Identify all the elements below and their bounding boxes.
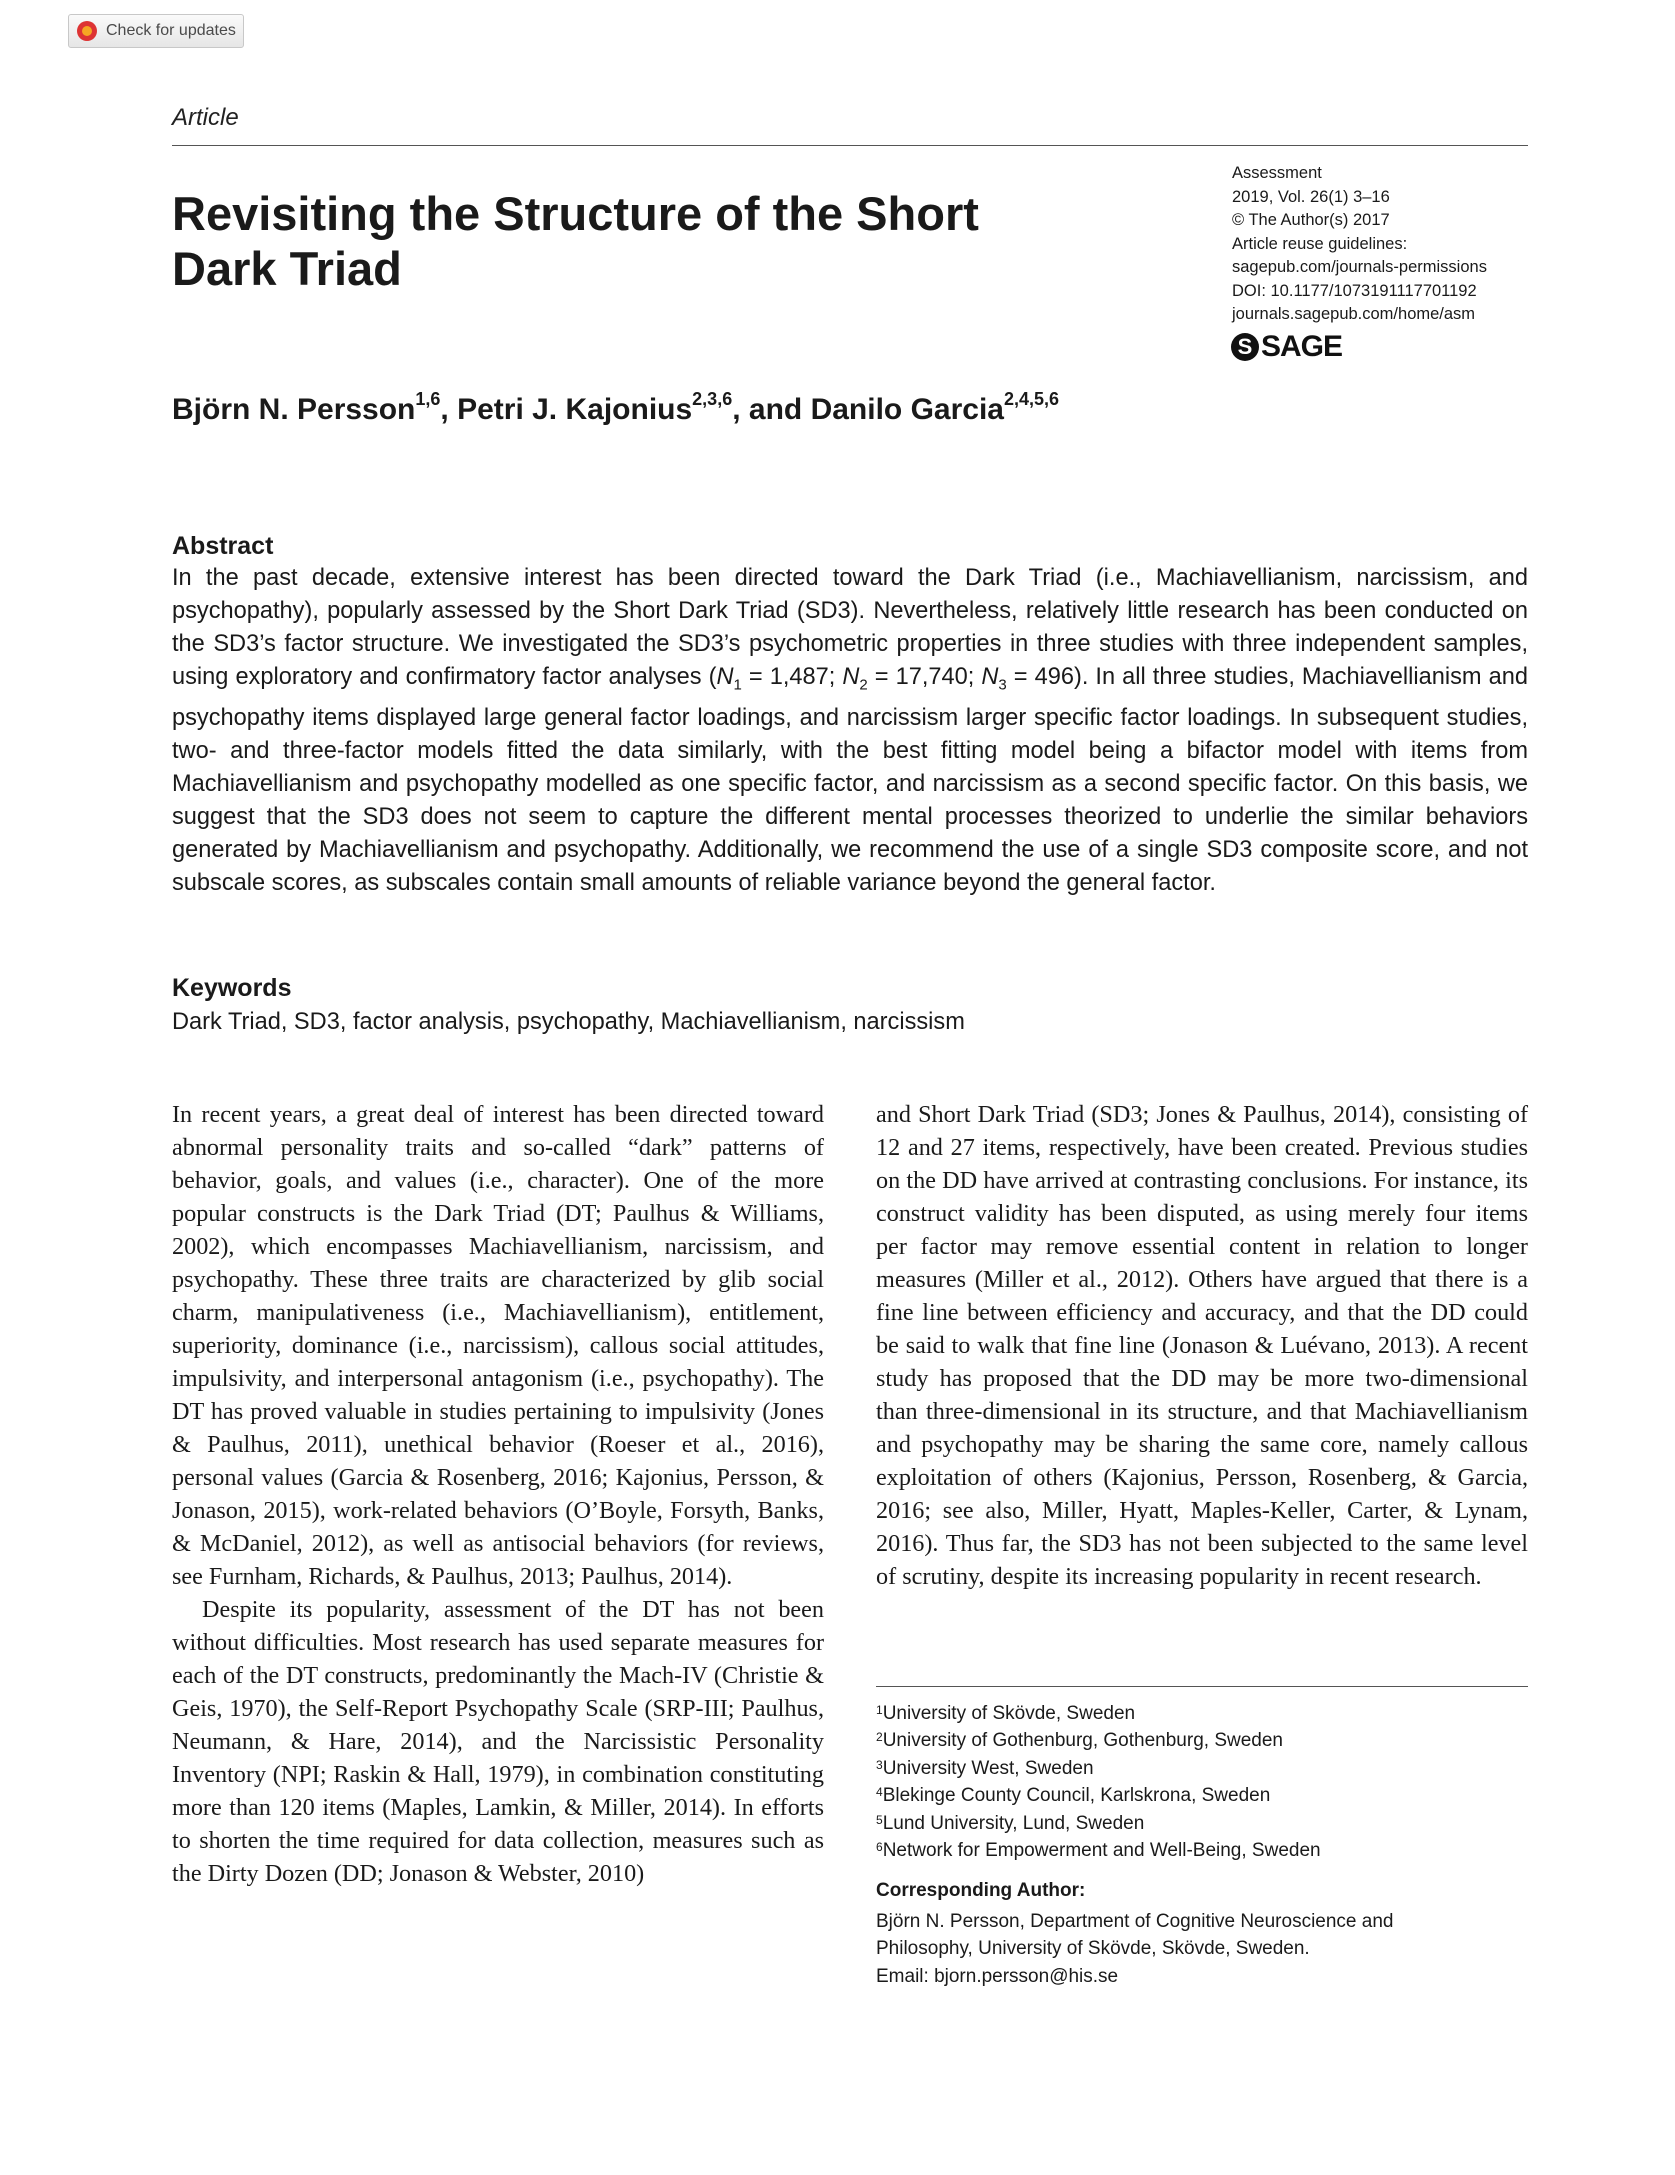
affiliation-text: Network for Empowerment and Well-Being, Sweden	[882, 1840, 1321, 1862]
article-type-label: Article	[172, 104, 239, 131]
sample-size-value: = 17,740;	[867, 664, 982, 690]
affiliation-number: 3	[876, 1757, 883, 1772]
journal-homepage-link[interactable]: journals.sagepub.com/home/asm	[1232, 305, 1476, 323]
author-name: Petri J. Kajonius	[457, 393, 693, 426]
affiliation-text: Lund University, Lund, Sweden	[882, 1812, 1145, 1834]
affiliation-item	[876, 1727, 1528, 1754]
body-paragraph: Despite its popularity, assessment of the DT has not been without difficulties. Most research has used separate measures for each of the DT constructs, predominantly the Mach-IV (Christie & Geis, 1970), the Self-Report Psychopathy Scale (SRP-III; Paulhus, Neumann, & Hare, 2014), and the Narcissistic Personality Inventory (NPI; Raskin & Hall, 1979), in combination constituting more than 120 items (Maples, Lamkin, & Miller, 2014). In efforts to shorten the time required for data collection, measures such as the Dirty Dozen (DD; Jonason & Webster, 2010)	[172, 1596, 824, 1887]
abstract-heading: Abstract	[172, 532, 274, 560]
affiliation-item	[876, 1755, 1528, 1782]
corresponding-author-details	[876, 1908, 1528, 1990]
affiliation-text: University West, Sweden	[882, 1757, 1094, 1779]
title-line-1: Revisiting the Structure of the Short	[172, 187, 979, 240]
affiliation-text: University of Skövde, Sweden	[882, 1703, 1136, 1724]
author-name: Björn N. Persson	[172, 393, 416, 426]
sample-size-value: = 496	[1006, 664, 1074, 690]
journal-meta	[1232, 162, 1532, 327]
sample-subscript: 1	[733, 676, 742, 694]
journal-volume: 2019, Vol. 26(1) 3–16	[1232, 187, 1390, 206]
body-column-right	[876, 1098, 1528, 1593]
author-list	[172, 389, 1060, 427]
reuse-guidelines-label: Article reuse guidelines:	[1232, 234, 1408, 253]
corresponding-author-line: Philosophy, University of Skövde, Skövde, Sweden.	[876, 1938, 1310, 1960]
affiliation-list	[876, 1700, 1528, 1864]
sample-n-letter: N	[842, 664, 860, 690]
sage-logo-mark: S	[1231, 333, 1259, 361]
affiliation-number: 6	[876, 1840, 883, 1855]
abstract-part-2: ). In all three studies, Machiavellianism and psychopathy items displayed large general factor loadings, and narcissism larger specific factor loadings. In subsequent studies, two- and three-factor models fitted the data similarly, with the best fitting model being a bifactor model with items from Machiavellianism and psychopathy modelled as one specific factor, and narcissism as a second specific factor. On this basis, we suggest that the SD3 does not seem to capture the different mental processes theorized to underlie the similar behaviors generated by Machiavellianism and psychopathy. Additionally, we recommend the use of a single SD3 composite score, and not subscale scores, as subscales contain small amounts of reliable variance beyond the general factor.	[172, 664, 1528, 896]
check-for-updates-label: Check for updates	[106, 22, 236, 39]
sage-logo-text: SAGE	[1261, 330, 1343, 363]
affiliation-number: 1	[876, 1703, 883, 1717]
author-affiliation-marks: 2,3,6	[692, 389, 733, 409]
keywords-text: Dark Triad, SD3, factor analysis, psychopathy, Machiavellianism, narcissism	[172, 1009, 965, 1035]
sample-n-letter: N	[981, 664, 999, 690]
sample-subscript: 2	[859, 676, 868, 694]
body-column-left	[172, 1098, 824, 1890]
body-paragraph: and Short Dark Triad (SD3; Jones & Paulhus, 2014), consisting of 12 and 27 items, respectively, have been created. Previous studies on the DD have arrived at contrasting conclusions. For instance, its construct validity has been disputed, as using merely four items per factor may remove essential content in relation to longer measures (Miller et al., 2012). Others have argued that there is a fine line between efficiency and accuracy, and that the DD could be said to walk that fine line (Jonason & Luévano, 2013). A recent study has proposed that the DD may be more two-dimensional than three-dimensional in its structure, and that Machiavellianism and psychopathy may be sharing the same core, namely callous exploitation of others (Kajonius, Persson, Rosenberg, & Garcia, 2016; see also, Miller, Hyatt, Maples-Keller, Carter, & Lynam, 2016). Thus far, the SD3 has not been subjected to the same level of scrutiny, despite its increasing popularity in recent research.	[876, 1101, 1528, 1590]
affiliation-number: 5	[876, 1812, 883, 1827]
affiliation-number: 4	[876, 1785, 883, 1800]
check-for-updates-button[interactable]	[68, 14, 244, 48]
affiliation-item	[876, 1810, 1528, 1837]
affiliation-text: University of Gothenburg, Gothenburg, Sweden	[882, 1730, 1283, 1752]
paper-title	[172, 186, 1072, 296]
sample-subscript: 3	[998, 676, 1007, 694]
author-name: Danilo Garcia	[810, 393, 1004, 426]
author-affiliation-marks: 1,6	[415, 389, 441, 409]
keywords-heading: Keywords	[172, 974, 292, 1002]
affiliation-number: 2	[876, 1730, 883, 1745]
corresponding-author-email[interactable]: Email: bjorn.persson@his.se	[876, 1965, 1119, 1987]
footnote-divider	[876, 1686, 1528, 1687]
sage-logo	[1231, 329, 1342, 365]
permissions-link[interactable]: sagepub.com/journals-permissions	[1232, 258, 1487, 276]
abstract-part-1: In the past decade, extensive interest has been directed toward the Dark Triad (i.e., Machiavellianism, narcissism, and psychopathy), popularly assessed by the Short Dark Triad (SD3). Nevertheless, relatively little research has been conducted on the SD3’s factor structure. We investigated the SD3’s psychometric properties in three studies with three independent samples, using exploratory and confirmatory factor analyses (	[172, 565, 1528, 690]
sample-size-value: = 1,487;	[741, 664, 843, 690]
abstract-text	[172, 562, 1528, 900]
author-separator: ,	[440, 393, 458, 426]
author-affiliation-marks: 2,4,5,6	[1003, 389, 1060, 409]
affiliation-item	[876, 1782, 1528, 1809]
affiliation-item	[876, 1700, 1528, 1727]
corresponding-author-line: Björn N. Persson, Department of Cognitive Neuroscience and	[876, 1911, 1394, 1932]
crossmark-icon	[77, 21, 97, 41]
author-separator: , and	[732, 393, 811, 426]
header-divider	[172, 145, 1528, 146]
sample-n-letter: N	[716, 664, 734, 690]
title-line-2: Dark Triad	[172, 242, 402, 295]
journal-name: Assessment	[1232, 164, 1322, 182]
body-paragraph: In recent years, a great deal of interest has been directed toward abnormal personality traits and so-called “dark” patterns of behavior, goals, and values (i.e., character). One of the more popular constructs is the Dark Triad (DT; Paulhus & Williams, 2002), which encompasses Machiavellianism, narcissism, and psychopathy. These three traits are characterized by glib social charm, manipulativeness (i.e., Machiavellianism), entitlement, superiority, dominance (i.e., narcissism), callous social attitudes, impulsivity, and interpersonal antagonism (i.e., psychopathy). The DT has proved valuable in studies pertaining to impulsivity (Jones & Paulhus, 2011), unethical behavior (Roeser et al., 2016), personal values (Garcia & Rosenberg, 2016; Kajonius, Persson, & Jonason, 2015), work-related behaviors (O’Boyle, Forsyth, Banks, & McDaniel, 2012), as well as antisocial behaviors (for reviews, see Furnham, Richards, & Paulhus, 2013; Paulhus, 2014).	[172, 1101, 824, 1590]
journal-copyright: © The Author(s) 2017	[1232, 211, 1390, 229]
affiliation-text: Blekinge County Council, Karlskrona, Sweden	[882, 1785, 1271, 1807]
doi-link[interactable]: DOI: 10.1177/1073191117701192	[1232, 281, 1477, 300]
affiliation-item	[876, 1837, 1528, 1864]
corresponding-author-heading: Corresponding Author:	[876, 1880, 1086, 1901]
